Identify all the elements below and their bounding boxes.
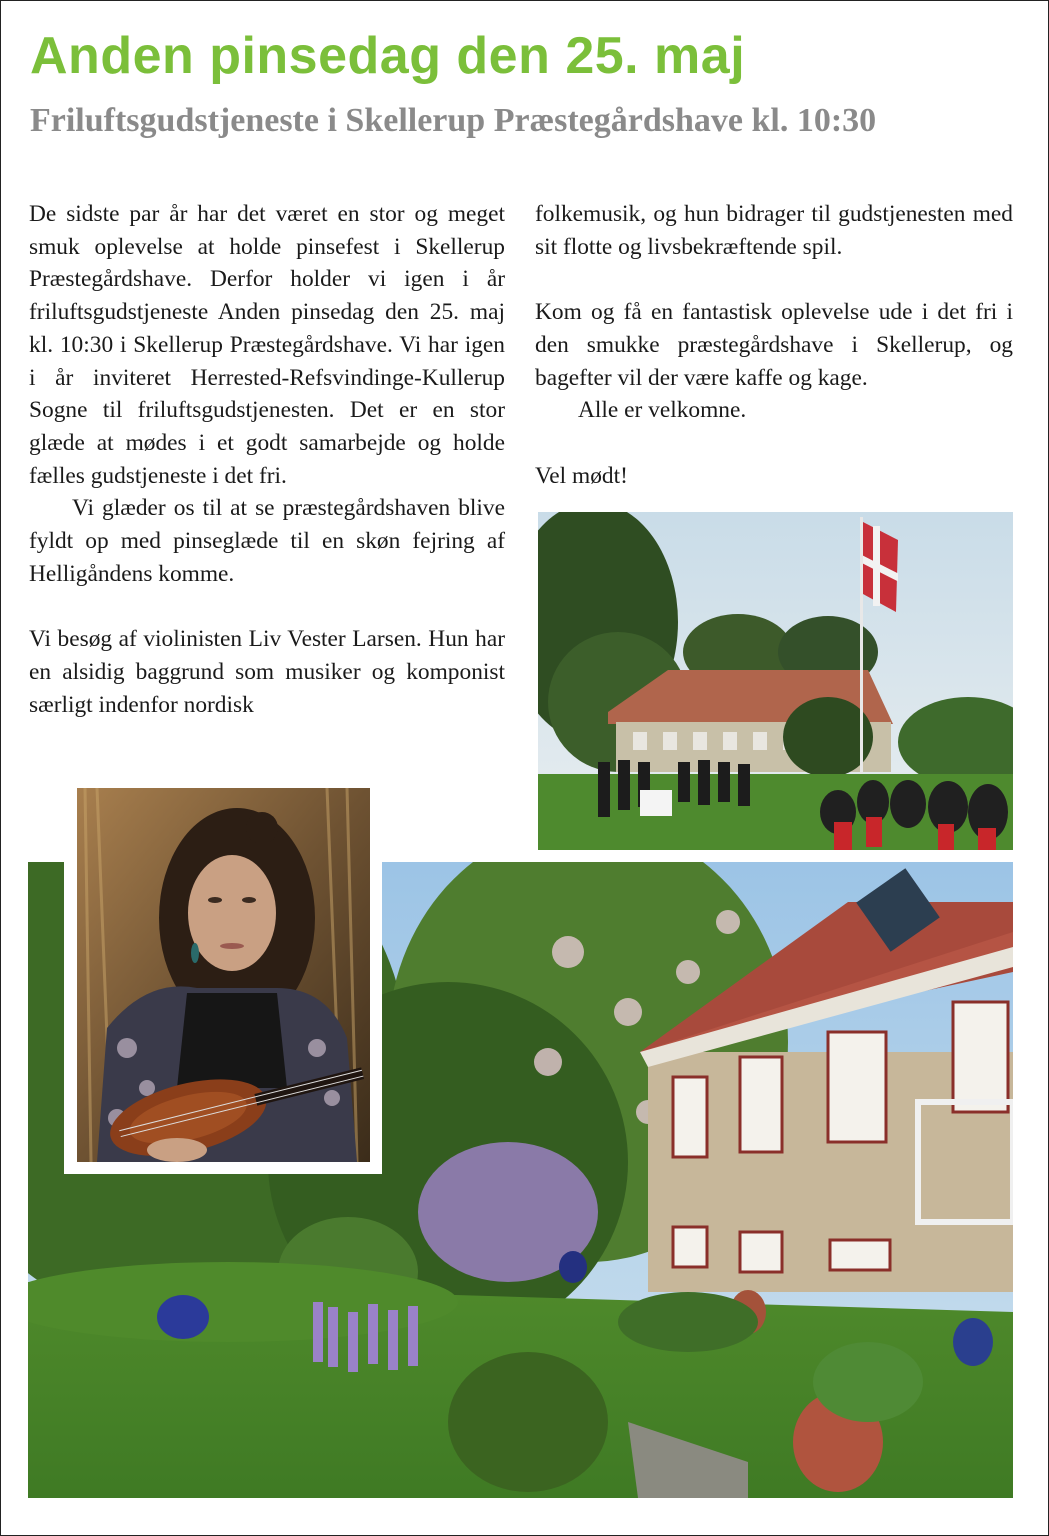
outdoor-service-photo [538, 512, 1013, 850]
paragraph-violinist-cont: folkemusik, og hun bidrager til gudstjenesten med sit flotte og livsbekræftende spil. [535, 201, 1013, 260]
violinist-portrait-photo [77, 788, 370, 1162]
page-title: Anden pinsedag den 25. maj [30, 27, 746, 85]
article-right-column [535, 198, 1013, 492]
paragraph-invitation: Kom og få en fantastisk oplevelse ude i det fri i den smukke præstegårdshave i Skellerup, og bagefter vil der være kaffe og kage. [535, 299, 1013, 391]
page-subtitle: Friluftsgudstjeneste i Skellerup Præstegårdshave kl. 10:30 [30, 102, 877, 139]
article-left-column [29, 198, 505, 721]
paragraph-intro: De sidste par år har det været en stor og meget smuk oplevelse at holde pinsefest i Skellerup Præstegårdshave. Derfor holder vi igen i år friluftsgudstjeneste Anden pinsedag den 25. maj kl. 10:30 i Skellerup Præstegårdshave. Vi har igen i år inviteret Herrested-Refsvindinge-Kullerup Sogne til friluftsgudstjenesten. Det er en stor glæde at mødes i et godt samarbejde og holde fælles gudstjeneste i det fri. [29, 201, 505, 489]
paragraph-welcome: Alle er velkomne. [578, 397, 747, 424]
paragraph-violinist: Vi besøg af violinisten Liv Vester Larsen. Hun har en alsidig baggrund som musiker og komponist særligt indenfor nordisk [29, 626, 505, 718]
paragraph-closing: Vel mødt! [535, 462, 628, 489]
paragraph-pentecost: Vi glæder os til at se præstegårdshaven blive fyldt op med pinseglæde til en skøn fejring af Helligåndens komme. [29, 495, 505, 587]
